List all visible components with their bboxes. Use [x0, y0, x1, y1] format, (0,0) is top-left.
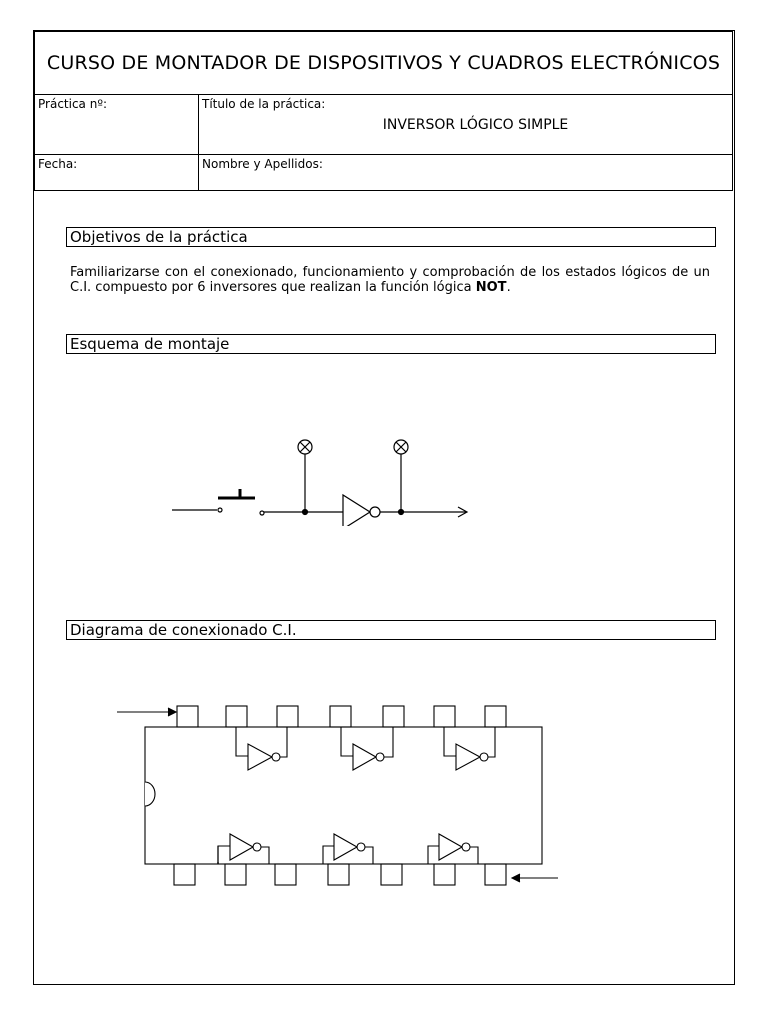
practice-number-label: Práctica nº: [38, 97, 108, 111]
montaje-schematic [164, 426, 474, 526]
objetivos-text-end: . [506, 280, 511, 295]
practice-title-label: Título de la práctica: [202, 97, 326, 111]
esquema-heading: Esquema de montaje [66, 334, 716, 354]
date-label: Fecha: [38, 157, 78, 171]
practice-sheet [33, 30, 735, 985]
header-table [34, 31, 733, 191]
objetivos-text-bold: NOT [475, 280, 507, 295]
practice-number-cell [35, 95, 199, 155]
course-title: CURSO DE MONTADOR DE DISPOSITIVOS Y CUADROS ELECTRÓNICOS [35, 32, 733, 95]
practice-title-cell [199, 95, 733, 155]
ic-connection-diagram [112, 696, 562, 896]
name-label: Nombre y Apellidos: [202, 157, 323, 171]
name-cell [199, 155, 733, 191]
objetivos-text-main: Familiarizarse con el conexionado, funcionamiento y comprobación de los estados lógicos de un C.I. compuesto por 6 inversores que realizan la función lógica [70, 265, 710, 295]
objetivos-heading: Objetivos de la práctica [66, 227, 716, 247]
objetivos-text [70, 265, 710, 295]
diagrama-heading: Diagrama de conexionado C.I. [66, 620, 716, 640]
date-cell [35, 155, 199, 191]
practice-title-value: INVERSOR LÓGICO SIMPLE [382, 117, 569, 133]
